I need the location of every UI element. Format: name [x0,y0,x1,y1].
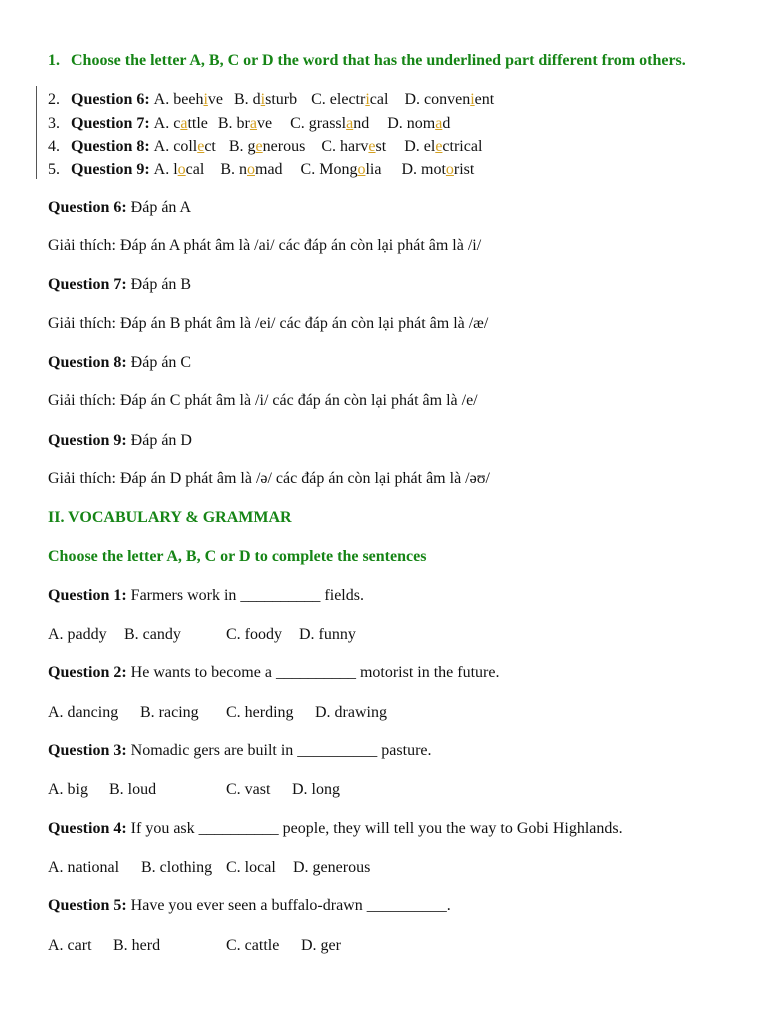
option-text: A. l [153,161,178,178]
answer-option: C. herding [226,704,294,721]
answer-option: D. long [292,781,340,798]
answer-value: Đáp án C [130,354,192,371]
answer-option [154,114,208,134]
answer-option [220,160,282,180]
answer-label: Question 9: [48,432,127,449]
answer-option: A. cart [48,937,92,954]
pronunciation-question [48,137,482,157]
list-number: 3. [48,115,60,132]
pronunciation-question [48,90,494,110]
question-text: Farmers work in __________ fields. [130,587,364,604]
answer-q8 [48,353,191,373]
answer-value: Đáp án A [130,199,192,216]
answer-option [301,160,382,180]
option-text: lia [365,161,382,178]
list-bracket [36,86,37,179]
option-text: A. coll [153,138,198,155]
question-label: Question 7: [71,115,150,132]
underlined-letter: o [177,161,186,178]
answer-label: Question 6: [48,199,127,216]
answer-option: A. national [48,859,120,876]
question-text: Nomadic gers are built in __________ pasture. [130,742,432,759]
option-text: st [375,138,387,155]
underlined-letter: a [249,115,257,132]
option-text: B. g [228,138,256,155]
explanation-q7: Giải thích: Đáp án B phát âm là /ei/ các đáp án còn lại phát âm là /æ/ [48,315,489,332]
question-text: He wants to become a __________ motorist in the future. [130,664,500,681]
answer-option: B. loud [109,781,157,798]
option-text: A. bee [153,91,196,108]
question-label: Question 3: [48,742,127,759]
list-number: 5. [48,161,60,178]
question-label: Question 2: [48,664,127,681]
underlined-letter: i [203,91,208,108]
option-text: ent [474,91,495,108]
explanation-q6: Giải thích: Đáp án A phát âm là /ai/ các đáp án còn lại phát âm là /i/ [48,237,482,254]
answer-option [321,137,386,157]
option-text: ve [207,91,223,108]
underlined-letter: e [368,138,376,155]
answer-option: B. racing [140,704,199,721]
option-text: nerous [262,138,306,155]
underlined-letter: i [365,91,370,108]
underlined-letter: a [346,115,354,132]
pronunciation-question [48,114,450,134]
option-text: B. br [217,115,250,132]
option-text: h [195,91,204,108]
answer-option: D. funny [299,626,356,643]
question-label: Question 5: [48,897,127,914]
vocabulary-question [48,819,623,839]
answer-option [154,160,205,180]
answer-value: Đáp án D [130,432,192,449]
answer-option: D. drawing [315,704,387,721]
vocabulary-question [48,896,451,916]
answer-option [311,90,388,110]
answer-option [234,90,297,110]
option-text: A. c [153,115,181,132]
answer-option [218,114,272,134]
list-number: 4. [48,138,60,155]
option-text: mad [255,161,283,178]
option-text: ctrical [442,138,483,155]
answer-option: A. dancing [48,704,119,721]
option-text: sturb [265,91,298,108]
option-text: D. mot [401,161,446,178]
question-text: Have you ever seen a buffalo-drawn __________. [130,897,451,914]
vocabulary-question [48,663,499,683]
question-text: If you ask __________ people, they will tell you the way to Gobi Highlands. [130,820,623,837]
answer-option: B. herd [113,937,161,954]
option-text: D. el [404,138,436,155]
underlined-letter: i [470,91,475,108]
answer-label: Question 8: [48,354,127,371]
answer-option: A. big [48,781,88,798]
answer-option [154,90,223,110]
option-text: C. grassl [290,115,347,132]
question-label: Question 1: [48,587,127,604]
answer-option: D. generous [293,859,371,876]
explanation-q9: Giải thích: Đáp án D phát âm là /ə/ các đáp án còn lại phát âm là /əʊ/ [48,470,490,487]
section-heading-pronunciation [48,51,686,71]
option-text: D. conven [404,91,471,108]
list-number: 2. [48,91,60,108]
option-text: ttle [187,115,208,132]
answer-q7 [48,275,191,295]
answer-q9 [48,431,192,451]
answer-value: Đáp án B [130,276,192,293]
answer-option: B. candy [124,626,181,643]
underlined-letter: e [197,138,205,155]
option-text: B. d [234,91,261,108]
answer-label: Question 7: [48,276,127,293]
answer-option [154,137,216,157]
option-text: C. electr [311,91,366,108]
answer-option: C. local [226,859,276,876]
option-text: ct [204,138,216,155]
question-label: Question 6: [71,91,150,108]
option-text: B. n [220,161,247,178]
answer-option [290,114,369,134]
question-label: Question 4: [48,820,127,837]
vocabulary-question [48,586,364,606]
answer-option: C. cattle [226,937,280,954]
answer-option: D. ger [301,937,341,954]
option-text: nd [353,115,370,132]
answer-option [229,137,305,157]
underlined-letter: e [435,138,443,155]
pronunciation-question [48,160,474,180]
answer-option: B. clothing [141,859,213,876]
section-instruction: Choose the letter A, B, C or D to complete the sentences [48,548,427,565]
option-text: rist [453,161,475,178]
underlined-letter: o [445,161,454,178]
option-text: cal [185,161,205,178]
answer-q6 [48,198,191,218]
question-label: Question 8: [71,138,150,155]
option-text: C. harv [321,138,369,155]
underlined-letter: a [435,115,443,132]
option-text: ve [256,115,273,132]
option-text: C. Mong [300,161,358,178]
answer-option [404,90,494,110]
answer-option: C. foody [226,626,282,643]
option-text: d [442,115,451,132]
answer-option [404,137,482,157]
underlined-letter: i [260,91,266,108]
answer-option [387,114,450,134]
underlined-letter: o [247,161,255,178]
underlined-letter: a [180,115,188,132]
underlined-letter: o [357,161,366,178]
heading-text: Choose the letter A, B, C or D the word that has the underlined part different from others. [71,52,686,69]
option-text: cal [369,91,389,108]
underlined-letter: e [255,138,263,155]
answer-option [401,160,474,180]
option-text: D. nom [387,115,436,132]
vocabulary-question [48,741,432,761]
question-label: Question 9: [71,161,150,178]
explanation-q8: Giải thích: Đáp án C phát âm là /i/ các đáp án còn lại phát âm là /e/ [48,392,478,409]
answer-option: A. paddy [48,626,107,643]
list-number: 1. [48,52,60,69]
answer-option: C. vast [226,781,271,798]
section-heading-vocabulary: II. VOCABULARY & GRAMMAR [48,509,292,526]
